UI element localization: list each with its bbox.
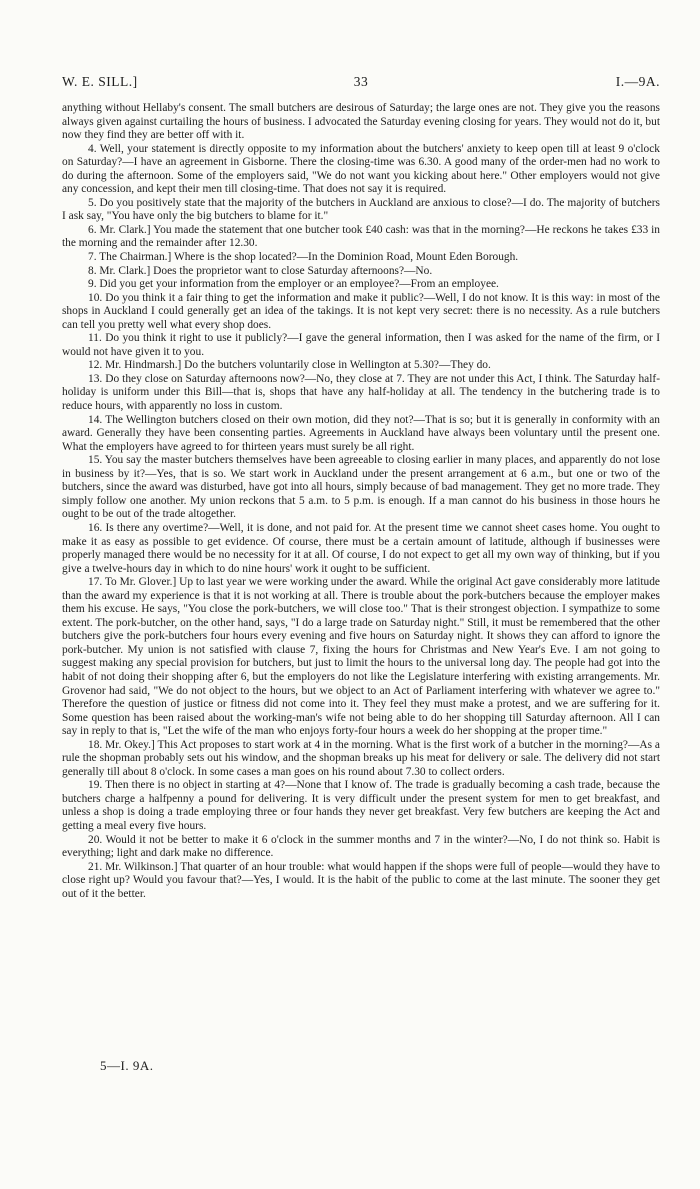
paragraph: 12. Mr. Hindmarsh.] Do the butchers voluntarily close in Wellington at 5.30?—They do. xyxy=(88,359,491,372)
paragraph: anything without Hellaby's consent. The small butchers are desirous of Saturday; the large ones are not. They give you the reasons always given against curtailing the hours of business. I advocated the Saturday evening closing for years. They would not do it, but now they find they are better off with it. xyxy=(62,102,660,142)
paragraph: 13. Do they close on Saturday afternoons now?—No, they close at 7. They are not under this Act, I think. The Saturday half-holiday is uniform under this Bill—that is, shops that have any half-holiday at all. The tendency in the butchering trade is to reduce hours, with apparently no loss in custom. xyxy=(62,372,660,413)
paragraph: 18. Mr. Okey.] This Act proposes to start work at 4 in the morning. What is the first work of a butcher in the morning?—As a rule the shopman probably sets out his window, and the shopman breaks up his meat for delivery or sale. The delivery did not start generally till about 8 o'clock. In some cases a man goes on his round about 7.30 to collect orders. xyxy=(62,738,660,778)
printer-signature: 5—I. 9A. xyxy=(100,1058,154,1073)
paragraph: 8. Mr. Clark.] Does the proprietor want to close Saturday afternoons?—No. xyxy=(88,264,433,277)
paragraph: 6. Mr. Clark.] You made the statement that one butcher took £40 cash: was that in the morning?—He reckons he takes £33 in the morning and the remainder after 12.30. xyxy=(62,223,660,250)
witness-name: W. E. SILL.] xyxy=(62,74,138,89)
page-header xyxy=(62,74,660,94)
paragraph: 17. To Mr. Glover.] Up to last year we were working under the award. While the original Act gave considerably more latitude than the award my experience is that it is not working at all. There is trouble about the pork-butchers because the employer makes them his excuse. He says, "You close the pork-butchers, we will close too." That is their strongest objection. I sympathize to some extent. The pork-butcher, on the other hand, says, "I do a large trade on Saturday night." Still, it must be remembered that the other butchers give the pork-butchers four hours every evening and five hours on Saturday night. It shows they can afford to ignore the pork-butcher. My union is not satisfied with clause 7, fixing the hours for Christmas and New Year's Eve. I am not going to suggest making any special provision for butchers, but just to limit the hours to the universal long day. The people had got into the habit of not doing their shopping after 6, but the employers do not like the Legislature interfering with existing arrangements. Mr. Grovenor had said, "We do not object to the hours, but we object to an Act of Parliament interfering with whatever we agree to." Therefore the question of justice or fitness did not come into it. They feel they must make a protest, and we are suffering for it. Some question has been raised about the working-man's wife not being able to do her shopping till Saturday afternoon. All I can say in reply to that is, "Let the wife of the man who enjoys forty-four hours a week do her shopping at the proper time." xyxy=(62,576,660,738)
paragraph: 21. Mr. Wilkinson.] That quarter of an hour trouble: what would happen if the shops were full of people—would they have to close right up? Would you favour that?—Yes, I would. It is the habit of the public to come at the last minute. The sooner they get out of it the better. xyxy=(62,860,660,900)
document-reference: I.—9A. xyxy=(615,74,660,89)
paragraph: 9. Did you get your information from the employer or an employee?—From an employee. xyxy=(88,278,499,291)
paragraph: 10. Do you think it a fair thing to get the information and make it public?—Well, I do not know. It is this way: in most of the shops in Auckland I could generally get an idea of the takings. It is not kept very secret: there is no necessity. As a rule butchers can tell you pretty well what every shop does. xyxy=(62,291,660,331)
paragraph: 19. Then there is no object in starting at 4?—None that I know of. The trade is gradually becoming a cash trade, because the butchers charge a halfpenny a pound for delivering. It is very difficult under the present system for men to get breakfast, and unless a shop is doing a trade employing three or four hands they never get breakfast. Very few butchers are keeping the Act and getting a meal every five hours. xyxy=(62,779,660,832)
paragraph: 5. Do you positively state that the majority of the butchers in Auckland are anxious to close?—I do. The majority of butchers I ask say, "You have only the big butchers to blame for it." xyxy=(62,196,660,223)
paragraph: 14. The Wellington butchers closed on their own motion, did they not?—That is so; but it is generally in conformity with an award. Generally they have been consenting parties. Agreements in Auckland have always been voluntary until the present one. What the employers have agreed to for thirteen years must surely be all right. xyxy=(62,413,660,453)
paragraph: 11. Do you think it right to use it publicly?—I gave the general information, then I was asked for the name of the firm, or I would not have given it to you. xyxy=(62,332,660,358)
evidence-text xyxy=(62,102,660,901)
page-number: 33 xyxy=(353,74,369,89)
paragraph: 16. Is there any overtime?—Well, it is done, and not paid for. At the present time we cannot sheet cases home. You ought to make it as easy as possible to get evidence. Of course, there must be a certain amount of latitude, although if businesses were properly managed there would be no necessity for it at all. Of course, I do not expect to get all my own way of thinking, but if you give a twelve-hours day in which to do nine hours' work it ought to be sufficient. xyxy=(62,521,660,575)
paragraph: 15. You say the master butchers themselves have been agreeable to closing earlier in many places, and apparently do not lose in business by it?—Yes, that is so. We start work in Auckland under the present arrangement at 6 a.m., but one or two of the butchers, since the award was disturbed, have got into all hours, simply because of bad management. They get no more trade. They simply follow one another. My union reckons that 5 a.m. to 5 p.m. is enough. If a man cannot do his business in those hours he ought to be out of the trade altogether. xyxy=(62,454,660,521)
paragraph: 20. Would it not be better to make it 6 o'clock in the summer months and 7 in the winter?—No, I do not think so. Habit is everything; light and dark make no difference. xyxy=(62,833,660,860)
paragraph: 7. The Chairman.] Where is the shop located?—In the Dominion Road, Mount Eden Borough. xyxy=(88,251,519,264)
paragraph: 4. Well, your statement is directly opposite to my information about the butchers' anxiety to keep open till at least 9 o'clock on Saturday?—I have an agreement in Gisborne. There the closing-time was 6.30. A good many of the order-men had no work to do during the afternoon. Some of the employers said, "We do not want you kicking about here." Other employers would not give any concession, and kept their men till closing-time. That does not say it is required. xyxy=(62,142,660,196)
